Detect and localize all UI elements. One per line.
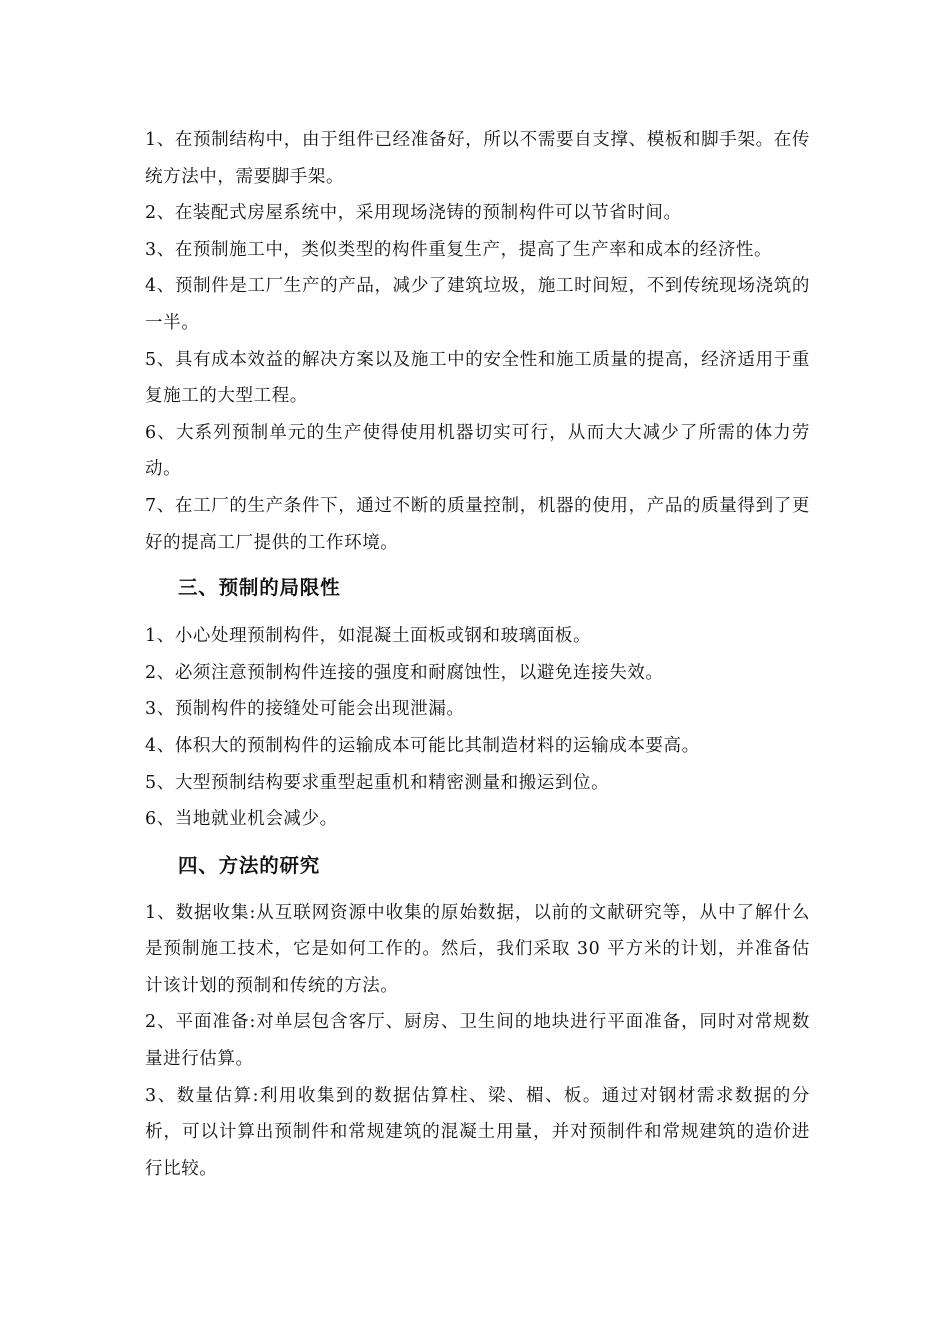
list-item: 2、平面准备:对单层包含客厅、厨房、卫生间的地块进行平面准备，同时对常规数量进行估算。	[145, 1012, 810, 1070]
list-item: 2、必须注意预制构件连接的强度和耐腐蚀性，以避免连接失效。	[145, 662, 664, 683]
list-item: 4、预制件是工厂生产的产品，减少了建筑垃圾，施工时间短，不到传统现场浇筑的一半。	[145, 276, 810, 333]
list-item: 6、大系列预制单元的生产使得使用机器切实可行，从而大大减少了所需的体力劳动。	[145, 422, 810, 480]
list-item: 3、在预制施工中，类似类型的构件重复生产，提高了生产率和成本的经济性。	[145, 239, 773, 260]
list-item: 7、在工厂的生产条件下，通过不断的质量控制，机器的使用，产品的质量得到了更好的提高工厂提供的工作环境。	[145, 495, 810, 553]
intro-list	[145, 122, 810, 561]
limitations-list	[145, 618, 810, 838]
section-heading-methods: 四、方法的研究	[178, 853, 321, 877]
list-item: 5、大型预制结构要求重型起重机和精密测量和搬运到位。	[145, 772, 610, 793]
list-item: 4、体积大的预制构件的运输成本可能比其制造材料的运输成本要高。	[145, 735, 700, 756]
list-item: 1、数据收集:从互联网资源中收集的原始数据，以前的文献研究等，从中了解什么是预制施工技术，它是如何工作的。然后，我们采取 30 平方米的计划，并准备估计该计划的预制和传统的方法。	[145, 902, 810, 996]
list-item: 5、具有成本效益的解决方案以及施工中的安全性和施工质量的提高，经济适用于重复施工的大型工程。	[145, 349, 810, 407]
list-item: 6、当地就业机会减少。	[145, 809, 338, 830]
list-item: 3、预制构件的接缝处可能会出现泄漏。	[145, 699, 465, 720]
list-item: 2、在装配式房屋系统中，采用现场浇铸的预制构件可以节省时间。	[145, 203, 682, 224]
list-item: 1、在预制结构中，由于组件已经准备好，所以不需要自支撑、模板和脚手架。在传统方法中，需要脚手架。	[145, 130, 810, 187]
section-heading-limitations: 三、预制的局限性	[178, 576, 341, 600]
methods-list	[145, 895, 810, 1188]
list-item: 3、数量估算:利用收集到的数据估算柱、梁、楣、板。通过对钢材需求数据的分析，可以计算出预制件和常规建筑的混凝土用量，并对预制件和常规建筑的造价进行比较。	[145, 1085, 810, 1179]
list-item: 1、小心处理预制构件，如混凝土面板或钢和玻璃面板。	[145, 626, 592, 647]
